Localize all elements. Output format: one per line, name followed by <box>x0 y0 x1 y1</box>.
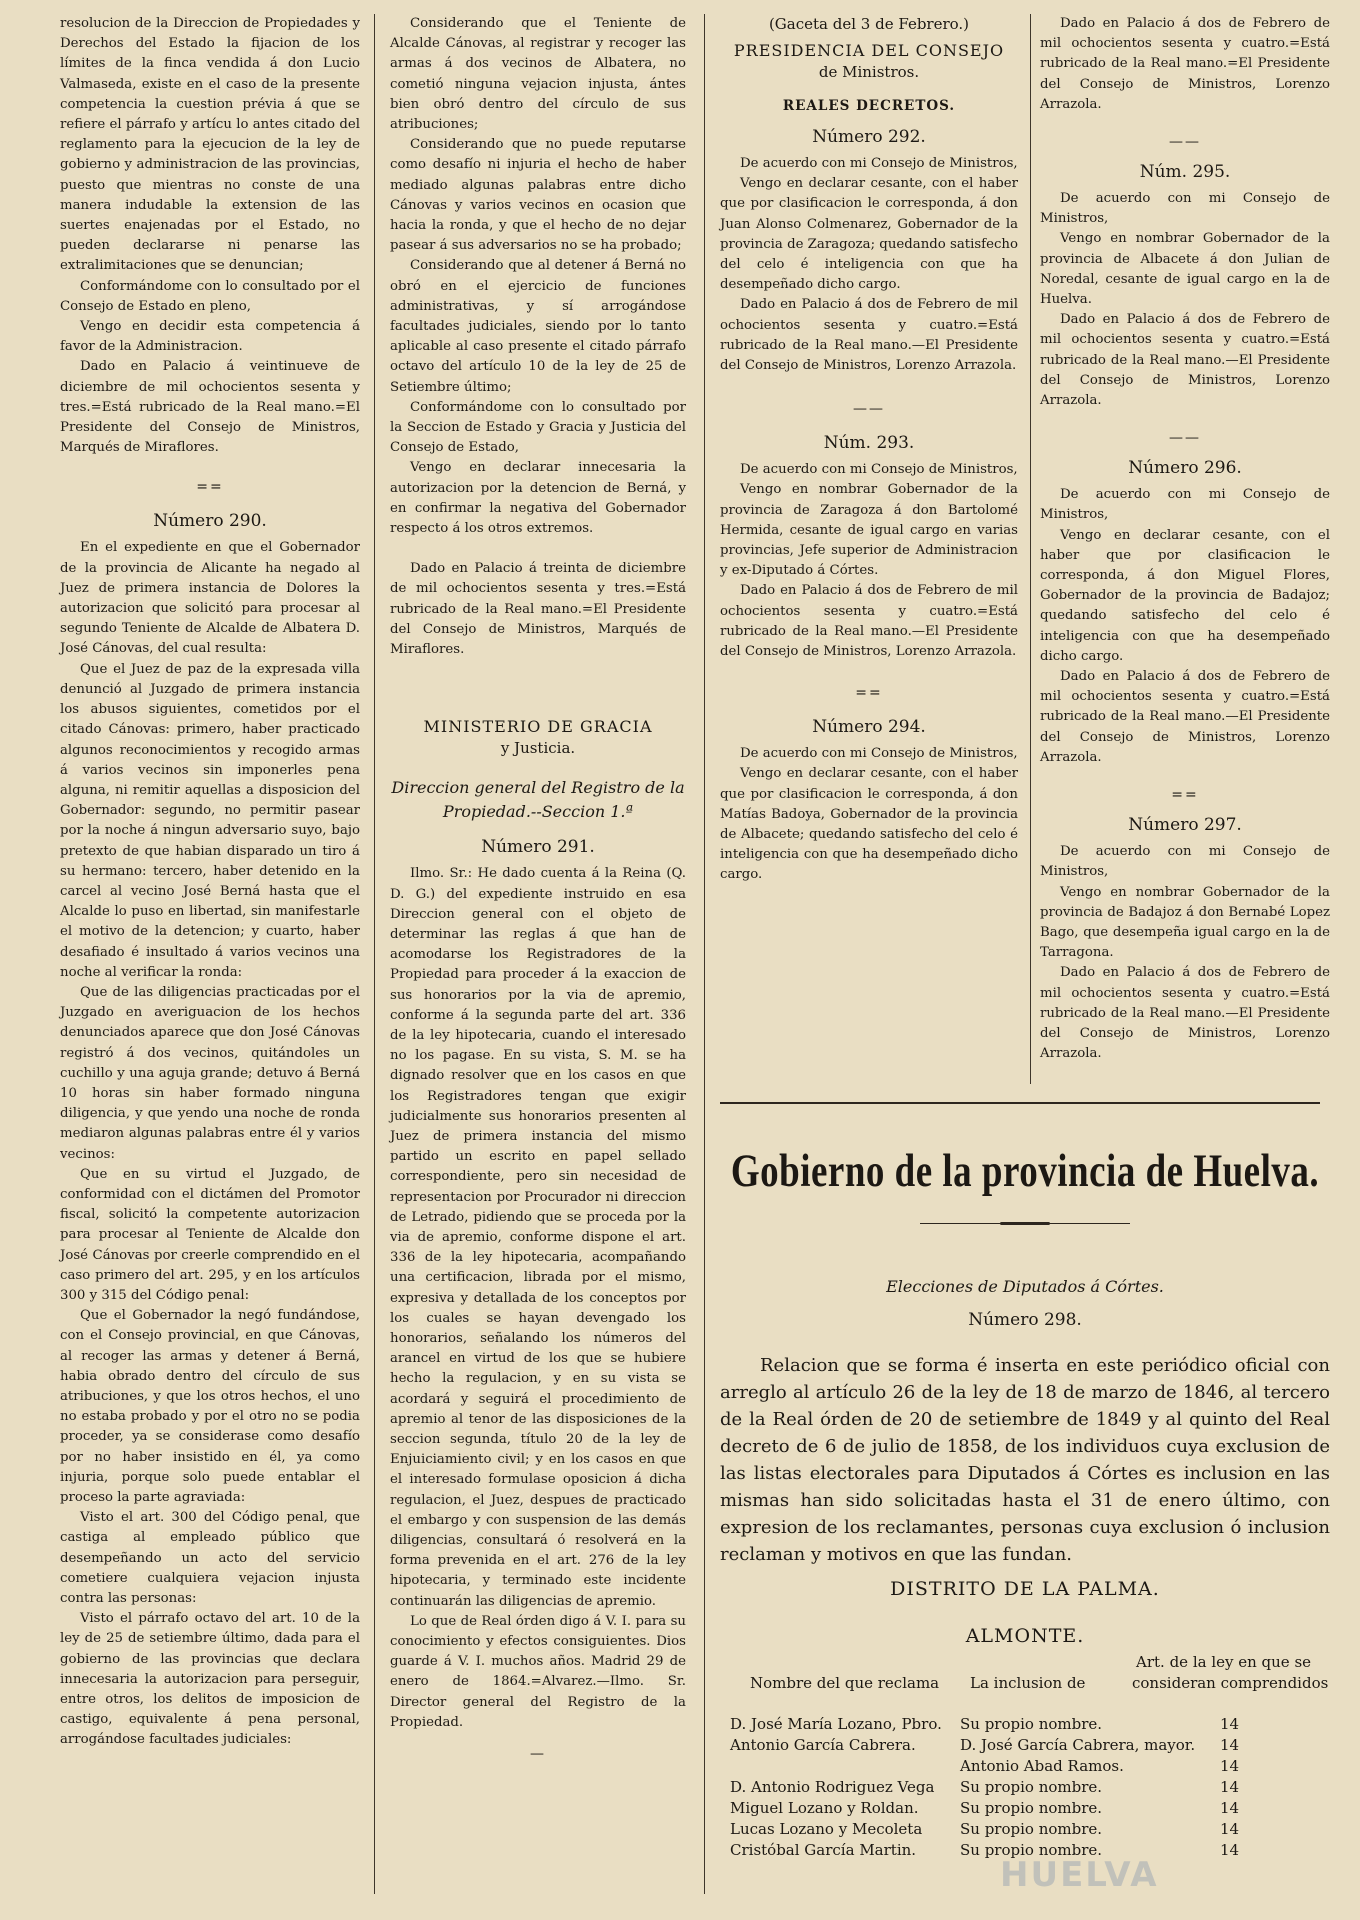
decree-number: Número 290. <box>153 511 267 532</box>
paragraph: Visto el párrafo octavo del art. 10 de la ley de 25 de setiembre último, dada para el gobierno de las provincias que declara innecesaria la autorizacion para perseguir, entre otros, los delitos de imposicion de castigo, equivalente á pena personal, arrogándose facultades judiciales: <box>60 1611 360 1748</box>
decree-number: Núm. 295. <box>1139 162 1231 183</box>
col-header-article-2: consideran comprendidos <box>1132 1674 1329 1692</box>
claimant-cell: Antonio García Cabrera. <box>730 1736 916 1754</box>
paragraph: Lo que de Real órden digo á V. I. para su conocimiento y efectos consiguientes. Dios guarde á V. I. muchos años. Madrid 29 de enero de 1864.=Alvarez.—Ilmo. Sr. Director general del Registro de la Propiedad. <box>390 1613 686 1730</box>
paragraph: Considerando que al detener á Berná no obró en el ejercicio de funciones administrativas, y sí arrogándose facultades judiciales, siendo por lo tanto aplicable al caso presente el citado párrafo octavo del artículo 10 de la ley de 25 de Setiembre último; <box>390 258 686 395</box>
presidency-subheading: de Ministros. <box>818 63 920 81</box>
paragraph: Dado en Palacio á dos de Febrero de mil ochocientos sesenta y cuatro.=Está rubricado de la Real mano.—El Presidente del Consejo de Ministros, Lorenzo Arrazola. <box>720 583 1018 660</box>
separator: —— <box>853 401 885 418</box>
header-row-2 <box>720 1673 1330 1694</box>
decree-number: Número 298. <box>968 1310 1082 1330</box>
decree-number: Número 292. <box>812 127 926 147</box>
paragraph: En el expediente en que el Gobernador de la provincia de Alicante ha negado al Juez de primera instancia de Dolores la autorizacion que solicitó para procesar al segundo Teniente de Alcalde de Albatera D. José Cánovas, del cual resulta: <box>60 540 360 657</box>
paragraph: Dado en Palacio á dos de Febrero de mil ochocientos sesenta y cuatro.=Está rubricado de la Real mano.—El Presidente del Consejo de Ministros, Lorenzo Arrazola. <box>1040 965 1330 1062</box>
presidency-heading: PRESIDENCIA DEL CONSEJO <box>733 41 1005 60</box>
royal-decrees-heading: REALES DECRETOS. <box>782 98 956 114</box>
paragraph: Vengo en decidir esta competencia á favor de la Administracion. <box>60 319 360 355</box>
paragraph: De acuerdo con mi Consejo de Ministros, <box>1040 487 1330 523</box>
claimant-cell: Lucas Lozano y Mecoleta <box>730 1820 923 1838</box>
inclusion-cell: Su propio nombre. <box>960 1778 1103 1796</box>
article-cell: 14 <box>1220 1757 1240 1775</box>
article-cell: 14 <box>1220 1778 1240 1796</box>
separator: —— <box>1169 134 1201 151</box>
paragraph: De acuerdo con mi Consejo de Ministros, <box>1040 191 1330 227</box>
paragraph: resolucion de la Direccion de Propiedades y Derechos del Estado la fijacion de los límites de la finca vendida á don Lucio Valmaseda, existe en el caso de la presente competencia la cuestion prévia á que se refiere el párrafo y artícu lo antes citado del reglamento para la ejecucion de la ley de gobierno y administracion de las provincias, puesto que mientras no conste de una manera indudable la extension de las suertes enajenadas por el Estado, no pueden declararse ni penarse las extralimitaciones que se denuncian; <box>60 16 360 274</box>
elections-heading <box>720 1275 1330 1337</box>
column-rule <box>704 14 705 1894</box>
paragraph: Conformándome con lo consultado por el Consejo de Estado en pleno, <box>60 278 360 314</box>
column-2 <box>390 14 686 1771</box>
decree-number: Núm. 293. <box>823 433 915 454</box>
table-row <box>720 1798 1330 1819</box>
paragraph: Dado en Palacio á treinta de diciembre de mil ochocientos sesenta y tres.=Está rubricado de la Real mano.=El Presidente del Consejo de Ministros, Marqués de Miraflores. <box>390 561 686 658</box>
huelva-title: Gobierno de la provincia de Huelva. <box>730 1145 1320 1198</box>
section-rule <box>720 1102 1320 1104</box>
ministry-heading: MINISTERIO DE GRACIA <box>423 717 653 737</box>
paragraph: Vengo en nombrar Gobernador de la provincia de Badajoz á don Bernabé Lopez Bago, que desempeña igual cargo en la de Tarragona. <box>1040 884 1330 961</box>
gazette-date: (Gaceta del 3 de Febrero.) <box>768 15 970 33</box>
paragraph: Vengo en nombrar Gobernador de la provincia de Zaragoza á don Bartolomé Hermida, cesante de igual cargo en varias provincias, Jefe superior de Administracion y ex-Diputado á Córtes. <box>720 482 1018 579</box>
inclusion-cell: Su propio nombre. <box>960 1820 1103 1838</box>
decree-number: Número 297. <box>1128 815 1242 836</box>
ministry-subheading: y Justicia. <box>500 739 576 758</box>
paragraph: De acuerdo con mi Consejo de Ministros, <box>1040 844 1330 880</box>
paragraph: Vengo en declarar cesante, con el haber que por clasificacion le corresponda, á don Miguel Flores, Gobernador de la provincia de Badajoz; quedando satisfecho del celo é inteligencia con que ha desempeñado dicho cargo. <box>1040 527 1330 664</box>
article-cell: 14 <box>1220 1715 1240 1733</box>
paragraph: Conformándome con lo consultado por la Seccion de Estado y Gracia y Justicia del Consejo de Estado, <box>390 399 686 456</box>
paragraph: Vengo en declarar cesante, con el haber que por clasificacion le corresponda, á don Matías Badoya, Gobernador de la provincia de Albacete; quedando satisfecho del celo é inteligencia con que ha desempeñado dicho cargo. <box>720 766 1018 883</box>
paragraph: Considerando que el Teniente de Alcalde Cánovas, al registrar y recoger las armas á dos vecinos de Albatera, no cometió ninguna vejacion injusta, ántes bien obró dentro del círculo de sus atribuciones; <box>390 16 686 133</box>
inclusion-cell: Antonio Abad Ramos. <box>960 1757 1124 1775</box>
article-cell: 14 <box>1220 1736 1240 1754</box>
separator: == <box>855 685 883 702</box>
paragraph: Relacion que se forma é inserta en este periódico oficial con arreglo al artículo 26 de la ley de 18 de marzo de 1846, al tercero de la Real órden de 20 de setiembre de 1849 y al quinto del Real decreto de 6 de julio de 1858, de los individuos cuya exclusion de las listas electorales para Diputados á Córtes es inclusion en las mismas han sido solicitadas hasta el 31 de enero último, con expresion de los reclamantes, personas cuya exclusion ó inclusion reclaman y motivos en que las fundan. <box>720 1355 1330 1565</box>
paragraph: Vengo en nombrar Gobernador de la provincia de Albacete á don Julian de Noredal, cesante de igual cargo en la de Huelva. <box>1040 231 1330 308</box>
paragraph: Vengo en declarar innecesaria la autorizacion por la detencion de Berná, y en confirmar la negativa del Gobernador respecto á los otros extremos. <box>390 460 686 537</box>
paragraph: Dado en Palacio á veintinueve de diciembre de mil ochocientos sesenta y tres.=Está rubricado de la Real mano.=El Presidente del Consejo de Ministros, Marqués de Miraflores. <box>60 359 360 456</box>
table-row <box>720 1756 1330 1777</box>
paragraph: Dado en Palacio á dos de Febrero de mil ochocientos sesenta y cuatro.=Está rubricado de la Real mano.—El Presidente del Consejo de Ministros, Lorenzo Arrazola. <box>720 297 1018 374</box>
claimant-cell: Miguel Lozano y Roldan. <box>730 1799 919 1817</box>
watermark-logo: HUELVA <box>1000 1855 1159 1895</box>
title-ornament <box>920 1222 1130 1226</box>
column-rule <box>1030 14 1031 1084</box>
elections-text <box>720 1352 1330 1568</box>
paragraph: Dado en Palacio á dos de Febrero de mil ochocientos sesenta y cuatro.=Está rubricado de la Real mano.—El Presidente del Consejo de Ministros, Lorenzo Arrazola. <box>1040 312 1330 409</box>
header-row-1 <box>720 1652 1330 1673</box>
col-header-article: Art. de la ley en que se <box>1136 1653 1312 1671</box>
paragraph: Dado en Palacio á dos de Febrero de mil ochocientos sesenta y cuatro.=Está rubricado de la Real mano.=El Presidente del Consejo de Ministros, Lorenzo Arrazola. <box>1040 16 1330 112</box>
column-3 <box>720 14 1018 886</box>
column-1 <box>60 14 360 1751</box>
paragraph: Dado en Palacio á dos de Febrero de mil ochocientos sesenta y cuatro.=Está rubricado de la Real mano.—El Presidente del Consejo de Ministros, Lorenzo Arrazola. <box>1040 669 1330 765</box>
decree-number: Número 294. <box>812 717 926 738</box>
table-row <box>720 1714 1330 1735</box>
separator: — <box>530 1746 546 1763</box>
paragraph: De acuerdo con mi Consejo de Ministros, <box>740 156 1018 171</box>
paragraph: Que de las diligencias practicadas por el Juzgado en averiguacion de los hechos denunciados aparece que don José Cánovas registró á dos vecinos, quitándoles un cuchillo y una aguja grande; detuvo á Berná 10 horas sin haber formado ninguna diligencia, y que yendo una noche de ronda mediaron algunas palabras entre él y varios vecinos: <box>60 984 360 1162</box>
inclusion-cell: Su propio nombre. <box>960 1841 1103 1859</box>
inclusion-cell: Su propio nombre. <box>960 1715 1103 1733</box>
spacer <box>390 660 686 716</box>
col-header-inclusion: La inclusion de <box>970 1674 1086 1692</box>
inclusion-cell: D. José García Cabrera, mayor. <box>960 1736 1196 1754</box>
decree-number: Número 291. <box>481 837 595 858</box>
claims-table-header <box>720 1652 1330 1694</box>
paragraph: Que el Juez de paz de la expresada villa denunció al Juzgado de primera instancia los abusos siguientes, cometidos por el citado Cánovas: primero, haber practicado algunos reconocimientos y recogido armas á varios vecinos sin imponerles pena alguna, ni remitir aquellas a disposicion del Gobernador: segundo, no permitir pasear por la noche á ningun adversario suyo, bajo pretexto de que habian disparado un tiro á su hermano: tercero, haber detenido en la carcel al vecino José Berná hasta que el Alcalde lo puso en libertad, sin manifestarle el motivo de la detencion; y cuarto, haber desafiado é insultado á varios vecinos una noche al verificar la ronda: <box>60 661 360 980</box>
paragraph: Considerando que no puede reputarse como desafío ni injuria el hecho de haber mediado algunas palabras entre dicho Cánovas y varios vecinos en ocasion que hacia la ronda, y que el hecho de no dejar pasear á sus adversarios no se ha probado; <box>390 137 686 254</box>
column-rule <box>374 14 375 1894</box>
table-row <box>720 1777 1330 1798</box>
separator: == <box>196 479 224 496</box>
article-cell: 14 <box>1220 1820 1240 1838</box>
article-cell: 14 <box>1220 1799 1240 1817</box>
district-heading: DISTRITO DE LA PALMA. <box>890 1578 1160 1600</box>
separator: == <box>1171 787 1199 804</box>
claimant-cell: Cristóbal García Martin. <box>730 1841 917 1859</box>
decree-number: Número 296. <box>1128 458 1242 479</box>
paragraph: Que el Gobernador la negó fundándose, con el Consejo provincial, en que Cánovas, al recoger las armas y detener á Berná, habia obrado dentro del círculo de sus atribuciones, y que los otros hechos, el uno no estaba probado y por el otro no se podia proceder, ya se considerase como desafío por no haber insistido en él, ya como injuria, porque solo puede entablar el proceso la parte agraviada: <box>60 1308 360 1506</box>
elections-title: Elecciones de Diputados á Córtes. <box>886 1277 1164 1296</box>
paragraph: De acuerdo con mi Consejo de Ministros, <box>740 462 1018 478</box>
claimant-cell: D. José María Lozano, Pbro. <box>730 1715 942 1733</box>
table-row <box>720 1735 1330 1756</box>
town-heading: ALMONTE. <box>965 1625 1085 1647</box>
article-cell: 14 <box>1220 1841 1240 1859</box>
paragraph: Vengo en declarar cesante, con el haber que por clasificacion le corresponda, á don Juan Alonso Colmenarez, Gobernador de la provincia de Zaragoza; quedando satisfecho del celo é inteligencia con que ha desempeñado dicho cargo. <box>720 176 1018 293</box>
claims-table <box>720 1714 1330 1861</box>
column-4 <box>1040 14 1330 1064</box>
table-row <box>720 1819 1330 1840</box>
paragraph: De acuerdo con mi Consejo de Ministros, <box>740 746 1018 762</box>
paragraph: Ilmo. Sr.: He dado cuenta á la Reina (Q. D. G.) del expediente instruido en esa Direccion general con el objeto de determinar las reglas á que han de acomodarse los Registradores de la Propiedad para proceder á la exaccion de sus honorarios por la via de apremio, conforme á la segunda parte del art. 336 de la ley hipotecaria, cuando el interesado no los pagase. En su vista, S. M. se ha dignado resolver que en los casos en que los Registradores tengan que exigir judicialmente sus honorarios presenten al Juez de primera instancia del mismo partido un escrito en papel sellado correspondiente, pero sin necesidad de representacion por Procurador ni direccion de Letrado, pidiendo que se proceda por la via de apremio, conforme dispone el art. 336 de la ley hipotecaria, acompañando una certificacion, librada por el mismo, expresiva y detallada de los conceptos por los cuales se hayan devengado los honorarios, señalando los números del arancel en virtud de los que se hubiere hecho la regulacion, y en su vista se acordará y seguirá el procedimiento de apremio al tenor de las disposiciones de la seccion segunda, título 20 de la ley de Enjuiciamiento civil; y en los casos en que el interesado formulase oposicion á dicha regulacion, el Juez, despues de practicado el embargo y con suspension de las demás diligencias, consultará ó resolverá en la forma prevenida en el art. 276 de la ley hipotecaria, y terminado este incidente continuarán las diligencias de apremio. <box>390 866 686 1609</box>
inclusion-cell: Su propio nombre. <box>960 1799 1103 1817</box>
claimant-cell: D. Antonio Rodriguez Vega <box>730 1778 935 1796</box>
direction-heading: Direccion general del Registro de la Propiedad.--Seccion 1.ª <box>391 778 685 822</box>
paragraph: Visto el art. 300 del Código penal, que castiga al empleado público que desempeñando un acto del servicio cometiere cualquiera vejacion injusta contra las personas: <box>60 1510 360 1607</box>
paragraph: Que en su virtud el Juzgado, de conformidad con el dictámen del Promotor fiscal, solicitó la competente autorizacion para procesar al Teniente de Alcalde don José Cánovas por creerle comprendido en el caso primero del art. 295, y en los artículos 300 y 315 del Código penal: <box>60 1166 360 1303</box>
separator: —— <box>1169 430 1201 447</box>
col-header-claimant: Nombre del que reclama <box>750 1674 940 1692</box>
